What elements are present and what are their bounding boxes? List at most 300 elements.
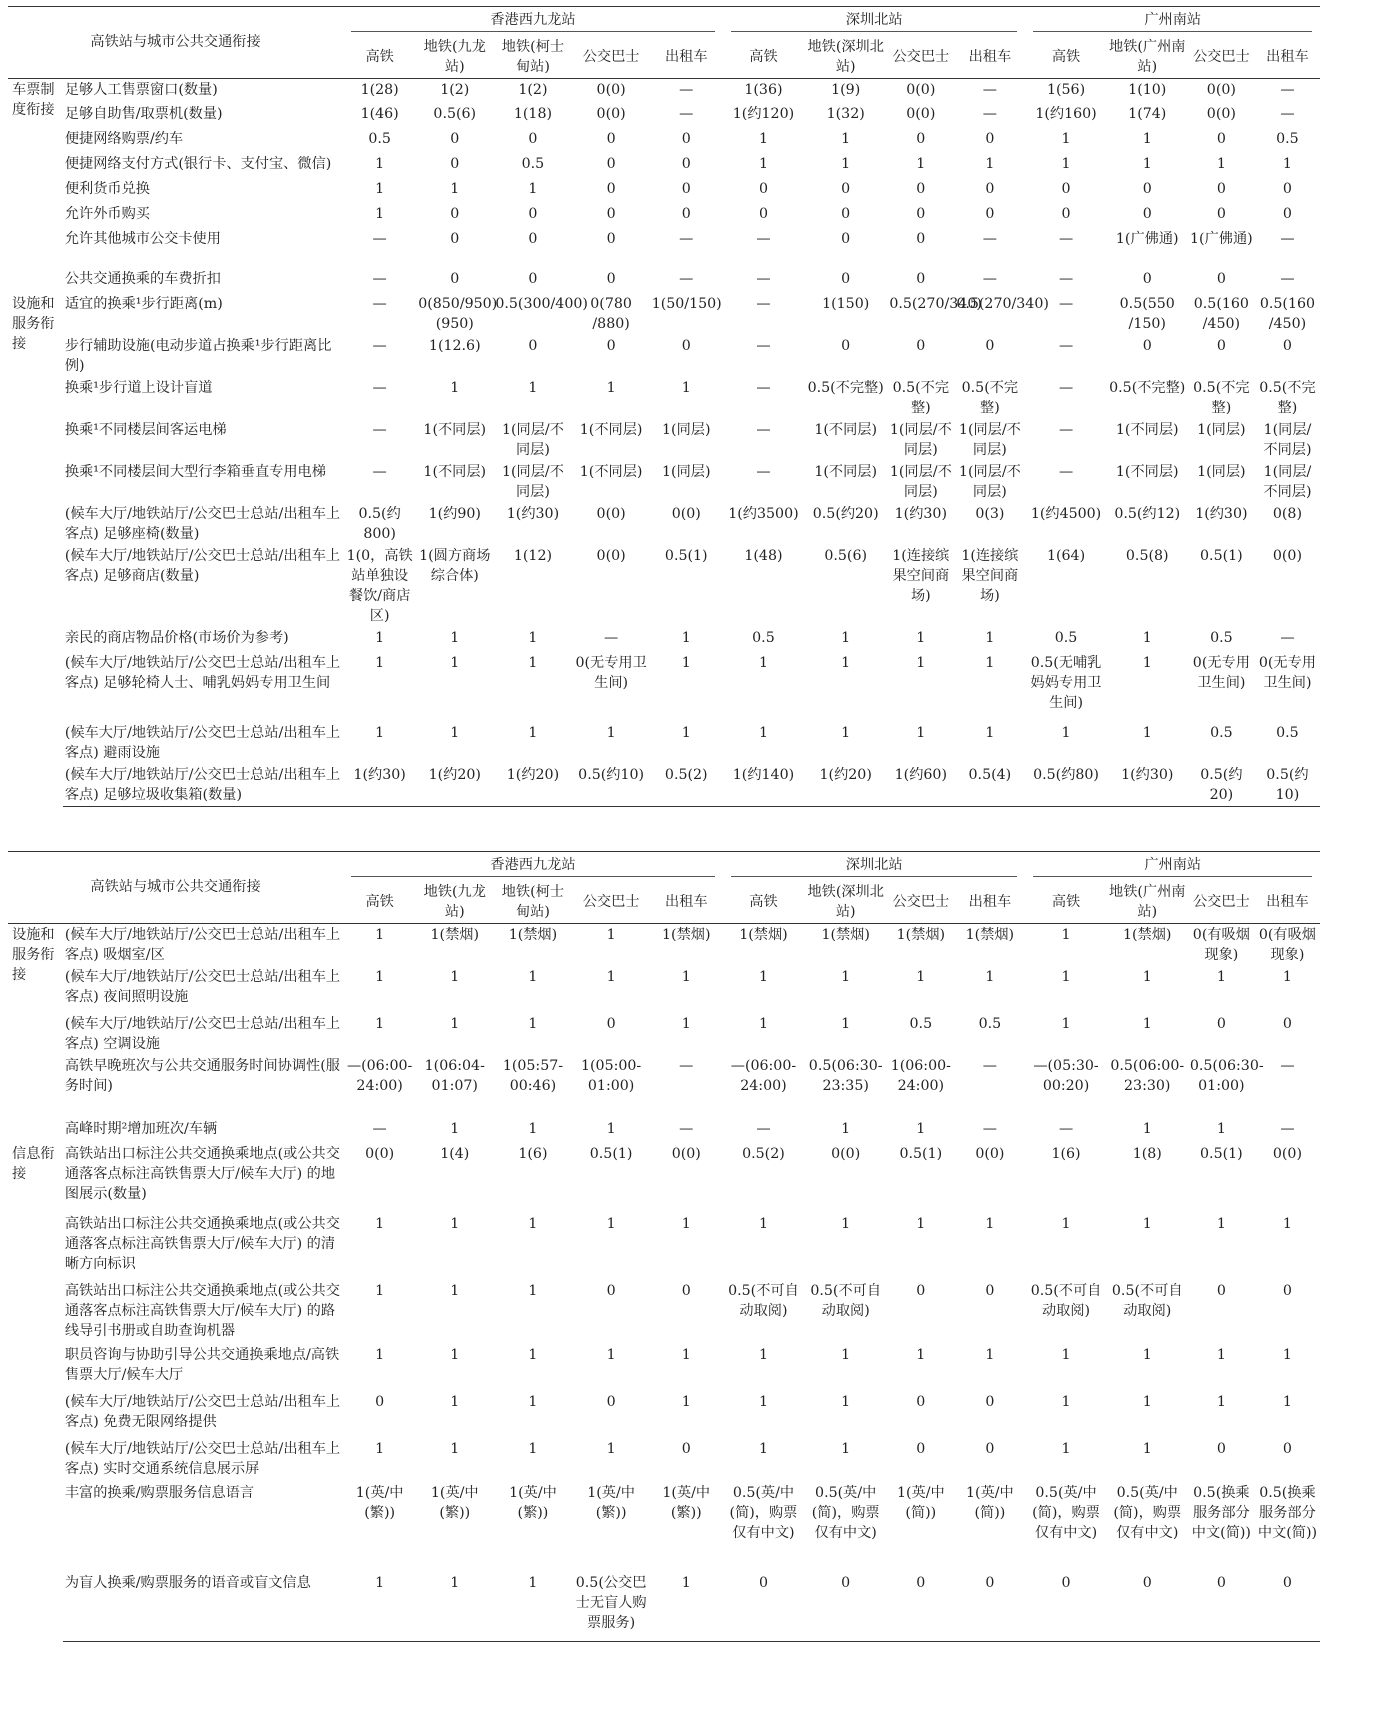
value-cell: 1 [841, 968, 851, 985]
value-cell: 0 [916, 271, 926, 287]
value-cell: — [1058, 422, 1074, 438]
value-cell: 0 [841, 181, 851, 197]
value-cell: 0 [606, 1015, 616, 1032]
value-cell: 1(6) [518, 1145, 548, 1162]
value-cell: 1 [450, 1440, 460, 1457]
value-cell: 1 [758, 655, 768, 671]
table-row [8, 153, 1320, 178]
value-cell: — [982, 231, 997, 247]
value-cell: 0(0) [671, 506, 701, 522]
value-cell: 0 [954, 1572, 1025, 1642]
value-cell: — [1280, 630, 1295, 646]
item-label: (候车大厅/地铁站厅/公交巴士总站/出租车上客点) 吸烟室/区 [64, 926, 341, 963]
value-cell: — [1058, 338, 1074, 354]
value-cell: 1 [985, 630, 995, 646]
value-cell: — [1280, 1120, 1295, 1137]
value-cell: — [756, 380, 771, 396]
value-cell: 1 [758, 1440, 768, 1457]
value-cell: 0(0) [831, 1145, 861, 1162]
column-header: 地铁(柯士甸站) [493, 36, 572, 79]
value-cell: 1(英/中(繁)) [509, 1484, 557, 1521]
value-cell: 1 [758, 1215, 768, 1232]
item-label: (候车大厅/地铁站厅/公交巴士总站/出租车上客点) 足够商店(数量) [64, 548, 341, 584]
value-cell: 0 [375, 1393, 385, 1410]
item-label: 便捷网络支付方式(银行卡、支付宝、微信) [64, 156, 332, 172]
table-row [8, 293, 1320, 335]
value-cell: — [1058, 231, 1074, 247]
table-row [8, 103, 1320, 128]
column-header: 地铁(柯士甸站) [493, 881, 572, 924]
value-cell: 0 [758, 206, 768, 222]
value-cell: 1 [528, 968, 538, 985]
value-cell: 1 [528, 725, 538, 741]
value-cell: —(06:00-24:00) [346, 1057, 413, 1094]
value-cell: 0.5 [1210, 630, 1233, 646]
value-cell: 1(9) [831, 81, 861, 98]
value-cell: — [372, 271, 387, 287]
column-header: 高铁 [343, 881, 416, 924]
value-cell: 0(0) [906, 106, 936, 122]
value-cell: 1 [450, 380, 460, 396]
value-cell: 0 [723, 1572, 804, 1642]
value-cell: 1 [650, 1572, 723, 1642]
value-cell: 1(不同层) [814, 422, 878, 438]
value-cell: 0 [1216, 181, 1226, 197]
value-cell: 0.5(约12) [1114, 506, 1181, 522]
value-cell: 0.5(约10) [573, 764, 650, 807]
table-row [8, 419, 1320, 461]
item-label: 公共交通换乘的车费折扣 [64, 271, 221, 287]
value-cell: 1 [1282, 968, 1292, 985]
value-cell: 1(18) [513, 106, 553, 122]
value-cell: 1 [1282, 156, 1292, 172]
value-cell: 1 [1282, 1346, 1292, 1363]
value-cell: 0 [1216, 1015, 1226, 1032]
item-label: (候车大厅/地铁站厅/公交巴士总站/出租车上客点) 免费无限网络提供 [64, 1393, 341, 1430]
value-cell: 1 [681, 1015, 691, 1032]
value-cell: 1(同层/不同层) [1263, 422, 1312, 458]
value-cell: 0 [1216, 1282, 1226, 1299]
value-cell: — [756, 464, 771, 480]
value-cell: 0 [1216, 338, 1226, 354]
value-cell: 1(约30) [506, 506, 560, 522]
value-cell: 0 [528, 271, 538, 287]
value-cell: 1 [528, 1346, 538, 1363]
value-cell: 0.5 [978, 1015, 1002, 1032]
value-cell: 1 [916, 1215, 926, 1232]
value-cell: 0.5(约800) [358, 506, 401, 542]
value-cell: 1 [1061, 156, 1071, 172]
value-cell: 1(150) [822, 296, 870, 312]
value-cell: 0 [1142, 181, 1152, 197]
value-cell: 1(06:00-24:00) [890, 1057, 951, 1094]
value-cell: 1 [985, 725, 995, 741]
category-cell: 设施和服务衔接 [12, 296, 55, 352]
value-cell: 0 [1142, 271, 1152, 287]
value-cell: — [372, 296, 387, 312]
value-cell: 1 [1142, 131, 1152, 147]
table-row [8, 627, 1320, 652]
value-cell: 0 [528, 231, 538, 247]
value-cell: 1 [450, 1346, 460, 1363]
value-cell: — [1280, 106, 1295, 122]
table-row [8, 1055, 1320, 1118]
value-cell: — [982, 271, 997, 287]
value-cell: 1 [985, 156, 995, 172]
value-cell: 1(同层/不同层) [501, 464, 564, 500]
item-label: 足够自助售/取票机(数量) [64, 106, 223, 122]
value-cell: 1(英/中(繁)) [662, 1484, 711, 1521]
value-cell: 1 [916, 968, 926, 985]
station-header: 香港西九龙站 [343, 7, 723, 36]
value-cell: 0 [916, 1393, 926, 1410]
value-cell: — [756, 296, 771, 312]
item-label: 便捷网络购票/约车 [64, 131, 184, 147]
value-cell: 0 [1025, 1572, 1106, 1642]
value-cell: 0.5(英/中(简)，购票仅有中文) [729, 1484, 798, 1541]
value-cell: 1 [450, 655, 460, 671]
value-cell: 1 [375, 1282, 385, 1299]
column-header: 出租车 [954, 881, 1025, 924]
value-cell: 1 [758, 725, 768, 741]
value-cell: 1(约30) [1107, 764, 1188, 807]
value-cell: 0(0) [906, 81, 936, 98]
value-cell: 1 [841, 1346, 851, 1363]
value-cell: 0(无专用卫生间) [1192, 655, 1250, 691]
value-cell: — [1280, 271, 1295, 287]
value-cell: 1 [1142, 725, 1152, 741]
value-cell: 0 [916, 1440, 926, 1457]
column-header: 公交巴士 [1188, 881, 1255, 924]
value-cell: 0(0) [365, 1145, 395, 1162]
value-cell: 1 [681, 1393, 691, 1410]
value-cell: 0(780 /880) [590, 296, 632, 332]
category-cell: 设施和服务衔接 [12, 926, 55, 983]
value-cell: — [372, 338, 387, 354]
table-part-1 [8, 6, 1320, 807]
value-cell: 1 [450, 1282, 460, 1299]
value-cell: 1 [375, 156, 385, 172]
value-cell: 0 [1282, 1015, 1292, 1032]
value-cell: 0 [681, 1282, 691, 1299]
value-cell: 0.5 [1276, 131, 1299, 147]
value-cell: — [982, 81, 997, 98]
value-cell: — [679, 1057, 694, 1074]
value-cell: 0 [1216, 1440, 1226, 1457]
value-cell: 1 [375, 206, 385, 222]
value-cell: 1 [528, 1015, 538, 1032]
value-cell: 1(28) [360, 81, 399, 98]
value-cell: 0.5 [1276, 725, 1299, 741]
item-label: 为盲人换乘/购票服务的语音或盲文信息 [63, 1572, 343, 1642]
table-row [8, 1213, 1320, 1280]
value-cell: 0 [758, 181, 768, 197]
value-cell: 0 [985, 1393, 995, 1410]
value-cell: 1(12) [513, 548, 553, 564]
value-cell: 1(05:00-01:00) [580, 1057, 642, 1094]
value-cell: 0 [841, 271, 851, 287]
value-cell: 1 [450, 630, 460, 646]
value-cell: 1 [758, 1015, 768, 1032]
value-cell: 1(05:57-00:46) [502, 1057, 564, 1094]
value-cell: 0 [1282, 1440, 1292, 1457]
value-cell: 0 [985, 206, 995, 222]
value-cell: — [982, 1057, 997, 1074]
value-cell: 1 [841, 630, 851, 646]
value-cell: 1 [1216, 1346, 1226, 1363]
value-cell: 1(同层/不同层) [889, 464, 952, 500]
value-cell: 0.5(不完整) [1193, 380, 1250, 416]
value-cell: 1(约30) [1195, 506, 1248, 522]
table-row [8, 1118, 1320, 1143]
value-cell: 1(连接缤果空间商场) [961, 548, 1019, 604]
column-header: 出租车 [1255, 881, 1320, 924]
item-label: 步行辅助设施(电动步道占换乘¹步行距离比例) [64, 338, 332, 374]
table-row [8, 1482, 1320, 1572]
value-cell: 1 [528, 655, 538, 671]
value-cell: 1 [1142, 1120, 1152, 1137]
column-header: 地铁(九龙站) [416, 881, 493, 924]
value-cell: 1 [985, 968, 995, 985]
item-label: 换乘¹步行道上设计盲道 [64, 380, 213, 396]
value-cell: 0.5(约80) [1025, 764, 1106, 807]
value-cell: 0(无专用卫生间) [1258, 655, 1316, 691]
value-cell: 1(不同层) [579, 422, 643, 438]
value-cell: 1 [1216, 156, 1226, 172]
value-cell: 1(10) [1128, 81, 1167, 98]
value-cell: 1 [450, 181, 460, 197]
value-cell: 0(0) [671, 1145, 701, 1162]
item-label: (候车大厅/地铁站厅/公交巴士总站/出租车上客点) 夜间照明设施 [64, 968, 341, 1005]
value-cell: 1 [606, 968, 616, 985]
value-cell: 1(约4500) [1030, 506, 1102, 522]
value-cell: 0 [606, 181, 616, 197]
value-cell: 1 [375, 655, 385, 671]
value-cell: 1(英/中(繁)) [587, 1484, 635, 1521]
value-cell: — [1058, 464, 1074, 480]
value-cell: 0(0) [1272, 548, 1302, 564]
item-label: (候车大厅/地铁站厅/公交巴士总站/出租车上客点) 足够座椅(数量) [64, 506, 341, 542]
value-cell: 0 [681, 131, 691, 147]
value-cell: 0(0) [1272, 1145, 1302, 1162]
value-cell: 0.5(1) [1200, 548, 1243, 564]
value-cell: — [372, 422, 387, 438]
value-cell: 1 [1216, 1215, 1226, 1232]
value-cell: 1(圆方商场综合体) [419, 548, 491, 584]
value-cell: 1(英/中(简)) [966, 1484, 1014, 1521]
value-cell: 0.5(270/340) [889, 296, 982, 312]
column-header: 地铁(深圳北站) [804, 36, 887, 79]
value-cell: 0(0) [596, 81, 626, 98]
value-cell: 0.5 [1210, 725, 1233, 741]
column-header: 高铁 [1025, 881, 1106, 924]
value-cell: 1(46) [360, 106, 399, 122]
column-header: 地铁(深圳北站) [804, 881, 887, 924]
value-cell: 0 [528, 206, 538, 222]
value-cell: — [679, 81, 694, 98]
value-cell: 1 [375, 630, 385, 646]
table-row [8, 128, 1320, 153]
value-cell: 1 [606, 1215, 616, 1232]
value-cell: 1 [916, 630, 926, 646]
item-label: 换乘¹不同楼层间大型行李箱垂直专用电梯 [64, 464, 326, 480]
value-cell: —(06:00-24:00) [730, 1057, 797, 1094]
value-cell: 0 [606, 231, 616, 247]
category-cell: 车票制度衔接 [12, 81, 55, 118]
value-cell: 1 [1216, 968, 1226, 985]
value-cell: — [1058, 1120, 1074, 1137]
value-cell: 1(禁烟) [965, 926, 1015, 943]
value-cell: 0 [916, 181, 926, 197]
value-cell: 1 [916, 725, 926, 741]
value-cell: 0 [841, 338, 851, 354]
value-cell: 1(50/150) [651, 296, 722, 312]
value-cell: 0 [985, 131, 995, 147]
value-cell: — [604, 630, 619, 646]
table-row [8, 1013, 1320, 1055]
value-cell: 0.5 [368, 131, 391, 147]
value-cell: — [756, 1120, 771, 1137]
table-row [8, 335, 1320, 377]
value-cell: 0 [887, 1572, 954, 1642]
value-cell: 1(同层/不同层) [1263, 464, 1312, 500]
value-cell: 0.5 [909, 1015, 933, 1032]
value-cell: 0 [1216, 271, 1226, 287]
value-cell: 0 [1282, 181, 1292, 197]
value-cell: — [1280, 231, 1295, 247]
value-cell: 0.5(1) [899, 1145, 943, 1162]
value-cell: 0 [528, 338, 538, 354]
value-cell: 1(约120) [732, 106, 795, 122]
value-cell: 1 [375, 926, 385, 943]
column-header: 出租车 [954, 36, 1025, 79]
item-label: 换乘¹不同楼层间客运电梯 [64, 422, 227, 438]
value-cell: 1(禁烟) [430, 926, 479, 943]
value-cell: 1(同层/不同层) [958, 422, 1021, 458]
value-cell: 1 [450, 725, 460, 741]
value-cell: 1(约60) [887, 764, 954, 807]
column-header: 高铁 [723, 36, 804, 79]
value-cell: 1 [528, 181, 538, 197]
value-cell: 0 [1255, 1572, 1320, 1642]
value-cell: 0 [841, 231, 851, 247]
value-cell: 1(不同层) [1115, 464, 1179, 480]
category-cell: 信息衔接 [12, 1145, 55, 1182]
value-cell: 1 [1142, 968, 1152, 985]
value-cell: 0.5(6) [824, 548, 868, 564]
value-cell: 0 [681, 1440, 691, 1457]
value-cell: 0.5(2) [742, 1145, 785, 1162]
value-cell: 1 [450, 968, 460, 985]
value-cell: 1 [1061, 725, 1071, 741]
value-cell: 1(48) [744, 548, 783, 564]
value-cell: 0 [606, 156, 616, 172]
column-header: 高铁 [343, 36, 416, 79]
value-cell: 1(约30) [894, 506, 947, 522]
value-cell: 1 [1216, 1393, 1226, 1410]
value-cell: 1(同层) [662, 422, 711, 438]
value-cell: 0(0) [1206, 106, 1236, 122]
value-cell: 0 [450, 231, 460, 247]
item-label: 高峰时期²增加班次/车辆 [64, 1120, 218, 1137]
value-cell: 1 [681, 1215, 691, 1232]
value-cell: 0 [681, 156, 691, 172]
value-cell: 1(同层) [1197, 464, 1246, 480]
value-cell: — [756, 231, 771, 247]
value-cell: 0 [1282, 338, 1292, 354]
value-cell: 1 [450, 1215, 460, 1232]
table-row [8, 78, 1320, 103]
value-cell: 0(0) [975, 1145, 1005, 1162]
table-row [8, 1143, 1320, 1213]
value-cell: 1 [985, 1215, 995, 1232]
table-row [8, 923, 1320, 966]
value-cell: 1(不同层) [423, 464, 487, 480]
value-cell: 1 [841, 156, 851, 172]
value-cell: 1 [450, 1393, 460, 1410]
value-cell: 1 [606, 1120, 616, 1137]
value-cell: 0 [606, 1393, 616, 1410]
value-cell: 1(不同层) [579, 464, 643, 480]
value-cell: — [1280, 81, 1295, 98]
value-cell: 1 [528, 1215, 538, 1232]
value-cell: 0.5(英/中(简)，购票仅有中文) [1032, 1484, 1100, 1541]
value-cell: 1(约20) [493, 764, 572, 807]
value-cell: 0 [606, 206, 616, 222]
value-cell: 1 [841, 1120, 851, 1137]
value-cell: 0.5(160 /450) [1259, 296, 1316, 332]
value-cell: — [1280, 1057, 1295, 1074]
table-part-2 [8, 851, 1320, 1642]
value-cell: 0 [985, 338, 995, 354]
value-cell: 1 [1142, 655, 1152, 671]
value-cell: 1(64) [1046, 548, 1086, 564]
value-cell: 0 [681, 338, 691, 354]
value-cell: 1(同层) [662, 464, 711, 480]
value-cell: 1(2) [440, 81, 470, 98]
value-cell: 1 [416, 1572, 493, 1642]
value-cell: 1 [841, 725, 851, 741]
value-cell: 0.5 [1054, 630, 1078, 646]
column-header: 公交巴士 [573, 881, 650, 924]
value-cell: —(05:30-00:20) [1033, 1057, 1099, 1094]
value-cell: 1 [1061, 1215, 1071, 1232]
value-cell: 1(36) [744, 81, 783, 98]
value-cell: 0.5(2) [650, 764, 723, 807]
value-cell: 1 [1142, 1346, 1152, 1363]
column-header: 高铁 [723, 881, 804, 924]
station-header: 香港西九龙站 [343, 852, 723, 881]
item-label: 允许其他城市公交卡使用 [64, 231, 221, 247]
value-cell: 1 [1061, 1440, 1071, 1457]
value-cell: 0.5(不可自动取阅) [1111, 1282, 1183, 1319]
table-row [8, 1280, 1320, 1344]
value-cell: 1 [916, 156, 926, 172]
value-cell: — [1058, 271, 1074, 287]
value-cell: 0 [1216, 131, 1226, 147]
table-row [8, 203, 1320, 228]
item-label: 高铁早晚班次与公共交通服务时间协调性(服务时间) [64, 1057, 340, 1094]
value-cell: 1 [758, 1393, 768, 1410]
value-cell: 1(06:04-01:07) [424, 1057, 485, 1094]
value-cell: 0 [1061, 206, 1071, 222]
value-cell: 1(禁烟) [896, 926, 946, 943]
value-cell: — [1058, 380, 1074, 396]
value-cell: 1(英/中(繁)) [430, 1484, 479, 1521]
item-label: 允许外币购买 [64, 206, 150, 222]
value-cell: 0 [606, 338, 616, 354]
value-cell: 0(0) [1206, 81, 1236, 98]
